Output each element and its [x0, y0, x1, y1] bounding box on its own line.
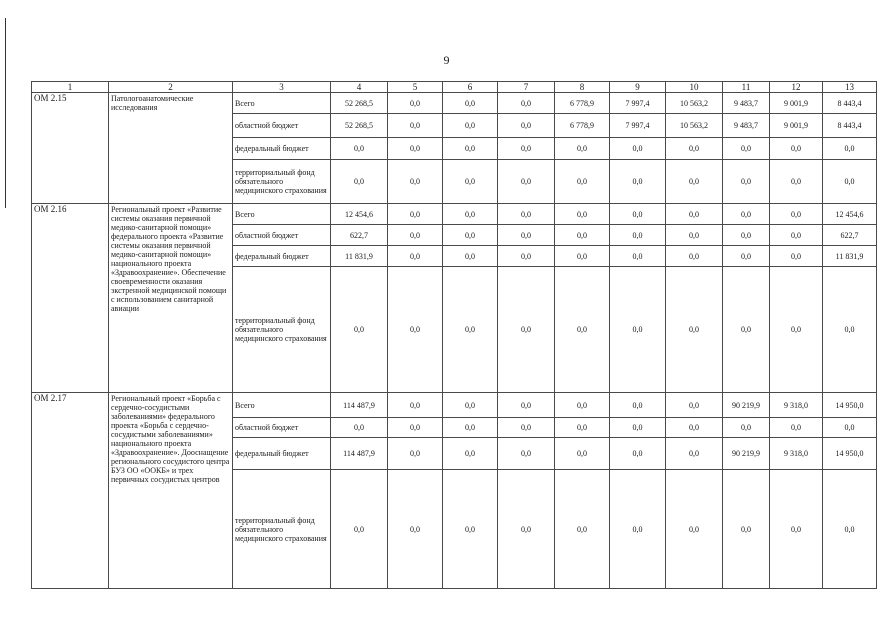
table-body — [32, 82, 877, 589]
page-number: 9 — [443, 53, 450, 67]
amount-cell: 0,0 — [388, 204, 443, 225]
amount-cell: 0,0 — [610, 204, 666, 225]
amount-cell: 52 268,5 — [331, 93, 388, 114]
amount-cell: 0,0 — [555, 267, 610, 393]
column-number-7: 7 — [498, 82, 555, 93]
amount-cell: 0,0 — [770, 160, 823, 204]
amount-cell: 12 454,6 — [331, 204, 388, 225]
amount-cell: 0,0 — [610, 225, 666, 246]
funding-source: Всего — [233, 93, 331, 114]
amount-cell: 0,0 — [666, 470, 723, 589]
amount-cell: 0,0 — [388, 393, 443, 418]
amount-cell: 0,0 — [498, 418, 555, 438]
amount-cell: 0,0 — [498, 438, 555, 470]
amount-cell: 9 318,0 — [770, 438, 823, 470]
measure-code: ОМ 2.15 — [32, 93, 109, 204]
amount-cell: 9 001,9 — [770, 93, 823, 114]
amount-cell: 0,0 — [498, 393, 555, 418]
measure-code: ОМ 2.16 — [32, 204, 109, 393]
amount-cell: 0,0 — [498, 267, 555, 393]
amount-cell: 0,0 — [443, 114, 498, 138]
amount-cell: 0,0 — [555, 438, 610, 470]
amount-cell: 0,0 — [498, 225, 555, 246]
amount-cell: 0,0 — [666, 204, 723, 225]
column-number-3: 3 — [233, 82, 331, 93]
amount-cell: 0,0 — [388, 470, 443, 589]
measure-name: Региональный проект «Борьба с сердечно-сосудистыми заболеваниями» федерального проекта «Борьба с сердечно-сосудистыми заболеваниями» национального проекта «Здравоохранение». Дооснащение регионального сосудистого центра БУЗ ОО «ООКБ» и трех первичных сосудистых центров — [109, 393, 233, 589]
amount-cell: 7 997,4 — [610, 114, 666, 138]
amount-cell: 114 487,9 — [331, 438, 388, 470]
funding-source: областной бюджет — [233, 225, 331, 246]
amount-cell: 0,0 — [443, 138, 498, 160]
amount-cell: 0,0 — [610, 246, 666, 267]
amount-cell: 0,0 — [443, 470, 498, 589]
amount-cell: 0,0 — [610, 138, 666, 160]
funding-source: федеральный бюджет — [233, 438, 331, 470]
amount-cell: 0,0 — [610, 393, 666, 418]
amount-cell: 90 219,9 — [723, 438, 770, 470]
amount-cell: 0,0 — [770, 418, 823, 438]
amount-cell: 0,0 — [666, 438, 723, 470]
amount-cell: 10 563,2 — [666, 114, 723, 138]
amount-cell: 0,0 — [555, 246, 610, 267]
funding-source: Всего — [233, 204, 331, 225]
amount-cell: 0,0 — [770, 470, 823, 589]
funding-source: федеральный бюджет — [233, 246, 331, 267]
amount-cell: 0,0 — [388, 246, 443, 267]
amount-cell: 0,0 — [443, 93, 498, 114]
column-number-10: 10 — [666, 82, 723, 93]
measure-name: Региональный проект «Развитие системы оказания первичной медико-санитарной помощи» федерального проекта «Развитие системы оказания первичной медико-санитарной помощи» национального проекта «Здравоохранение». Обеспечение своевременности оказания экстренной медицинской помощи с использованием санитарной авиации — [109, 204, 233, 393]
amount-cell: 0,0 — [331, 267, 388, 393]
funding-source: областной бюджет — [233, 418, 331, 438]
amount-cell: 0,0 — [823, 138, 877, 160]
amount-cell: 0,0 — [723, 267, 770, 393]
amount-cell: 0,0 — [823, 418, 877, 438]
amount-cell: 0,0 — [443, 225, 498, 246]
measure-code: ОМ 2.17 — [32, 393, 109, 589]
amount-cell: 8 443,4 — [823, 114, 877, 138]
amount-cell: 0,0 — [666, 267, 723, 393]
amount-cell: 0,0 — [666, 393, 723, 418]
amount-cell: 0,0 — [723, 470, 770, 589]
amount-cell: 0,0 — [498, 246, 555, 267]
amount-cell: 0,0 — [443, 438, 498, 470]
amount-cell: 622,7 — [331, 225, 388, 246]
amount-cell: 0,0 — [388, 160, 443, 204]
amount-cell: 0,0 — [770, 225, 823, 246]
column-number-13: 13 — [823, 82, 877, 93]
amount-cell: 0,0 — [443, 418, 498, 438]
amount-cell: 0,0 — [331, 160, 388, 204]
amount-cell: 0,0 — [498, 138, 555, 160]
funding-source: территориальный фонд обязательного медицинского страхования — [233, 160, 331, 204]
amount-cell: 9 483,7 — [723, 114, 770, 138]
column-number-4: 4 — [331, 82, 388, 93]
amount-cell: 0,0 — [498, 114, 555, 138]
amount-cell: 14 950,0 — [823, 438, 877, 470]
amount-cell: 0,0 — [723, 225, 770, 246]
amount-cell: 0,0 — [498, 470, 555, 589]
amount-cell: 0,0 — [388, 138, 443, 160]
amount-cell: 0,0 — [498, 160, 555, 204]
table-row — [32, 204, 877, 225]
amount-cell: 0,0 — [666, 246, 723, 267]
column-number-5: 5 — [388, 82, 443, 93]
amount-cell: 0,0 — [443, 393, 498, 418]
header-row — [32, 82, 877, 93]
amount-cell: 0,0 — [388, 418, 443, 438]
amount-cell: 11 831,9 — [823, 246, 877, 267]
funding-source: территориальный фонд обязательного медицинского страхования — [233, 470, 331, 589]
amount-cell: 0,0 — [498, 204, 555, 225]
column-number-12: 12 — [770, 82, 823, 93]
amount-cell: 0,0 — [723, 246, 770, 267]
column-number-6: 6 — [443, 82, 498, 93]
amount-cell: 0,0 — [443, 267, 498, 393]
amount-cell: 0,0 — [610, 267, 666, 393]
funding-source: территориальный фонд обязательного медицинского страхования — [233, 267, 331, 393]
amount-cell: 0,0 — [666, 418, 723, 438]
column-number-1: 1 — [32, 82, 109, 93]
amount-cell: 0,0 — [666, 160, 723, 204]
funding-source: федеральный бюджет — [233, 138, 331, 160]
amount-cell: 0,0 — [723, 138, 770, 160]
table-row — [32, 393, 877, 418]
amount-cell: 0,0 — [443, 246, 498, 267]
amount-cell: 90 219,9 — [723, 393, 770, 418]
funding-source: Всего — [233, 393, 331, 418]
table-row — [32, 93, 877, 114]
column-number-11: 11 — [723, 82, 770, 93]
amount-cell: 0,0 — [666, 225, 723, 246]
amount-cell: 0,0 — [666, 138, 723, 160]
amount-cell: 12 454,6 — [823, 204, 877, 225]
amount-cell: 0,0 — [388, 438, 443, 470]
amount-cell: 0,0 — [823, 160, 877, 204]
amount-cell: 0,0 — [823, 470, 877, 589]
column-number-8: 8 — [555, 82, 610, 93]
amount-cell: 9 483,7 — [723, 93, 770, 114]
amount-cell: 0,0 — [555, 393, 610, 418]
amount-cell: 9 001,9 — [770, 114, 823, 138]
amount-cell: 0,0 — [555, 470, 610, 589]
amount-cell: 0,0 — [770, 246, 823, 267]
amount-cell: 0,0 — [610, 438, 666, 470]
amount-cell: 14 950,0 — [823, 393, 877, 418]
amount-cell: 0,0 — [723, 204, 770, 225]
amount-cell: 0,0 — [331, 418, 388, 438]
amount-cell: 52 268,5 — [331, 114, 388, 138]
amount-cell: 0,0 — [823, 267, 877, 393]
amount-cell: 0,0 — [388, 225, 443, 246]
scan-edge-line — [5, 18, 6, 208]
amount-cell: 0,0 — [610, 470, 666, 589]
amount-cell: 6 778,9 — [555, 93, 610, 114]
amount-cell: 622,7 — [823, 225, 877, 246]
amount-cell: 0,0 — [723, 160, 770, 204]
amount-cell: 0,0 — [723, 418, 770, 438]
amount-cell: 11 831,9 — [331, 246, 388, 267]
amount-cell: 0,0 — [770, 204, 823, 225]
column-number-9: 9 — [610, 82, 666, 93]
amount-cell: 0,0 — [388, 93, 443, 114]
amount-cell: 0,0 — [610, 160, 666, 204]
amount-cell: 0,0 — [331, 470, 388, 589]
funding-source: областной бюджет — [233, 114, 331, 138]
column-number-2: 2 — [109, 82, 233, 93]
amount-cell: 0,0 — [388, 267, 443, 393]
amount-cell: 0,0 — [555, 138, 610, 160]
amount-cell: 0,0 — [555, 160, 610, 204]
amount-cell: 0,0 — [555, 418, 610, 438]
financing-table — [31, 81, 877, 589]
amount-cell: 7 997,4 — [610, 93, 666, 114]
amount-cell: 114 487,9 — [331, 393, 388, 418]
amount-cell: 0,0 — [331, 138, 388, 160]
amount-cell: 0,0 — [610, 418, 666, 438]
amount-cell: 9 318,0 — [770, 393, 823, 418]
amount-cell: 0,0 — [498, 93, 555, 114]
amount-cell: 0,0 — [555, 204, 610, 225]
amount-cell: 0,0 — [443, 160, 498, 204]
amount-cell: 0,0 — [555, 225, 610, 246]
amount-cell: 0,0 — [770, 138, 823, 160]
amount-cell: 8 443,4 — [823, 93, 877, 114]
amount-cell: 6 778,9 — [555, 114, 610, 138]
measure-name: Патологоанатомические исследования — [109, 93, 233, 204]
amount-cell: 10 563,2 — [666, 93, 723, 114]
amount-cell: 0,0 — [443, 204, 498, 225]
amount-cell: 0,0 — [388, 114, 443, 138]
amount-cell: 0,0 — [770, 267, 823, 393]
